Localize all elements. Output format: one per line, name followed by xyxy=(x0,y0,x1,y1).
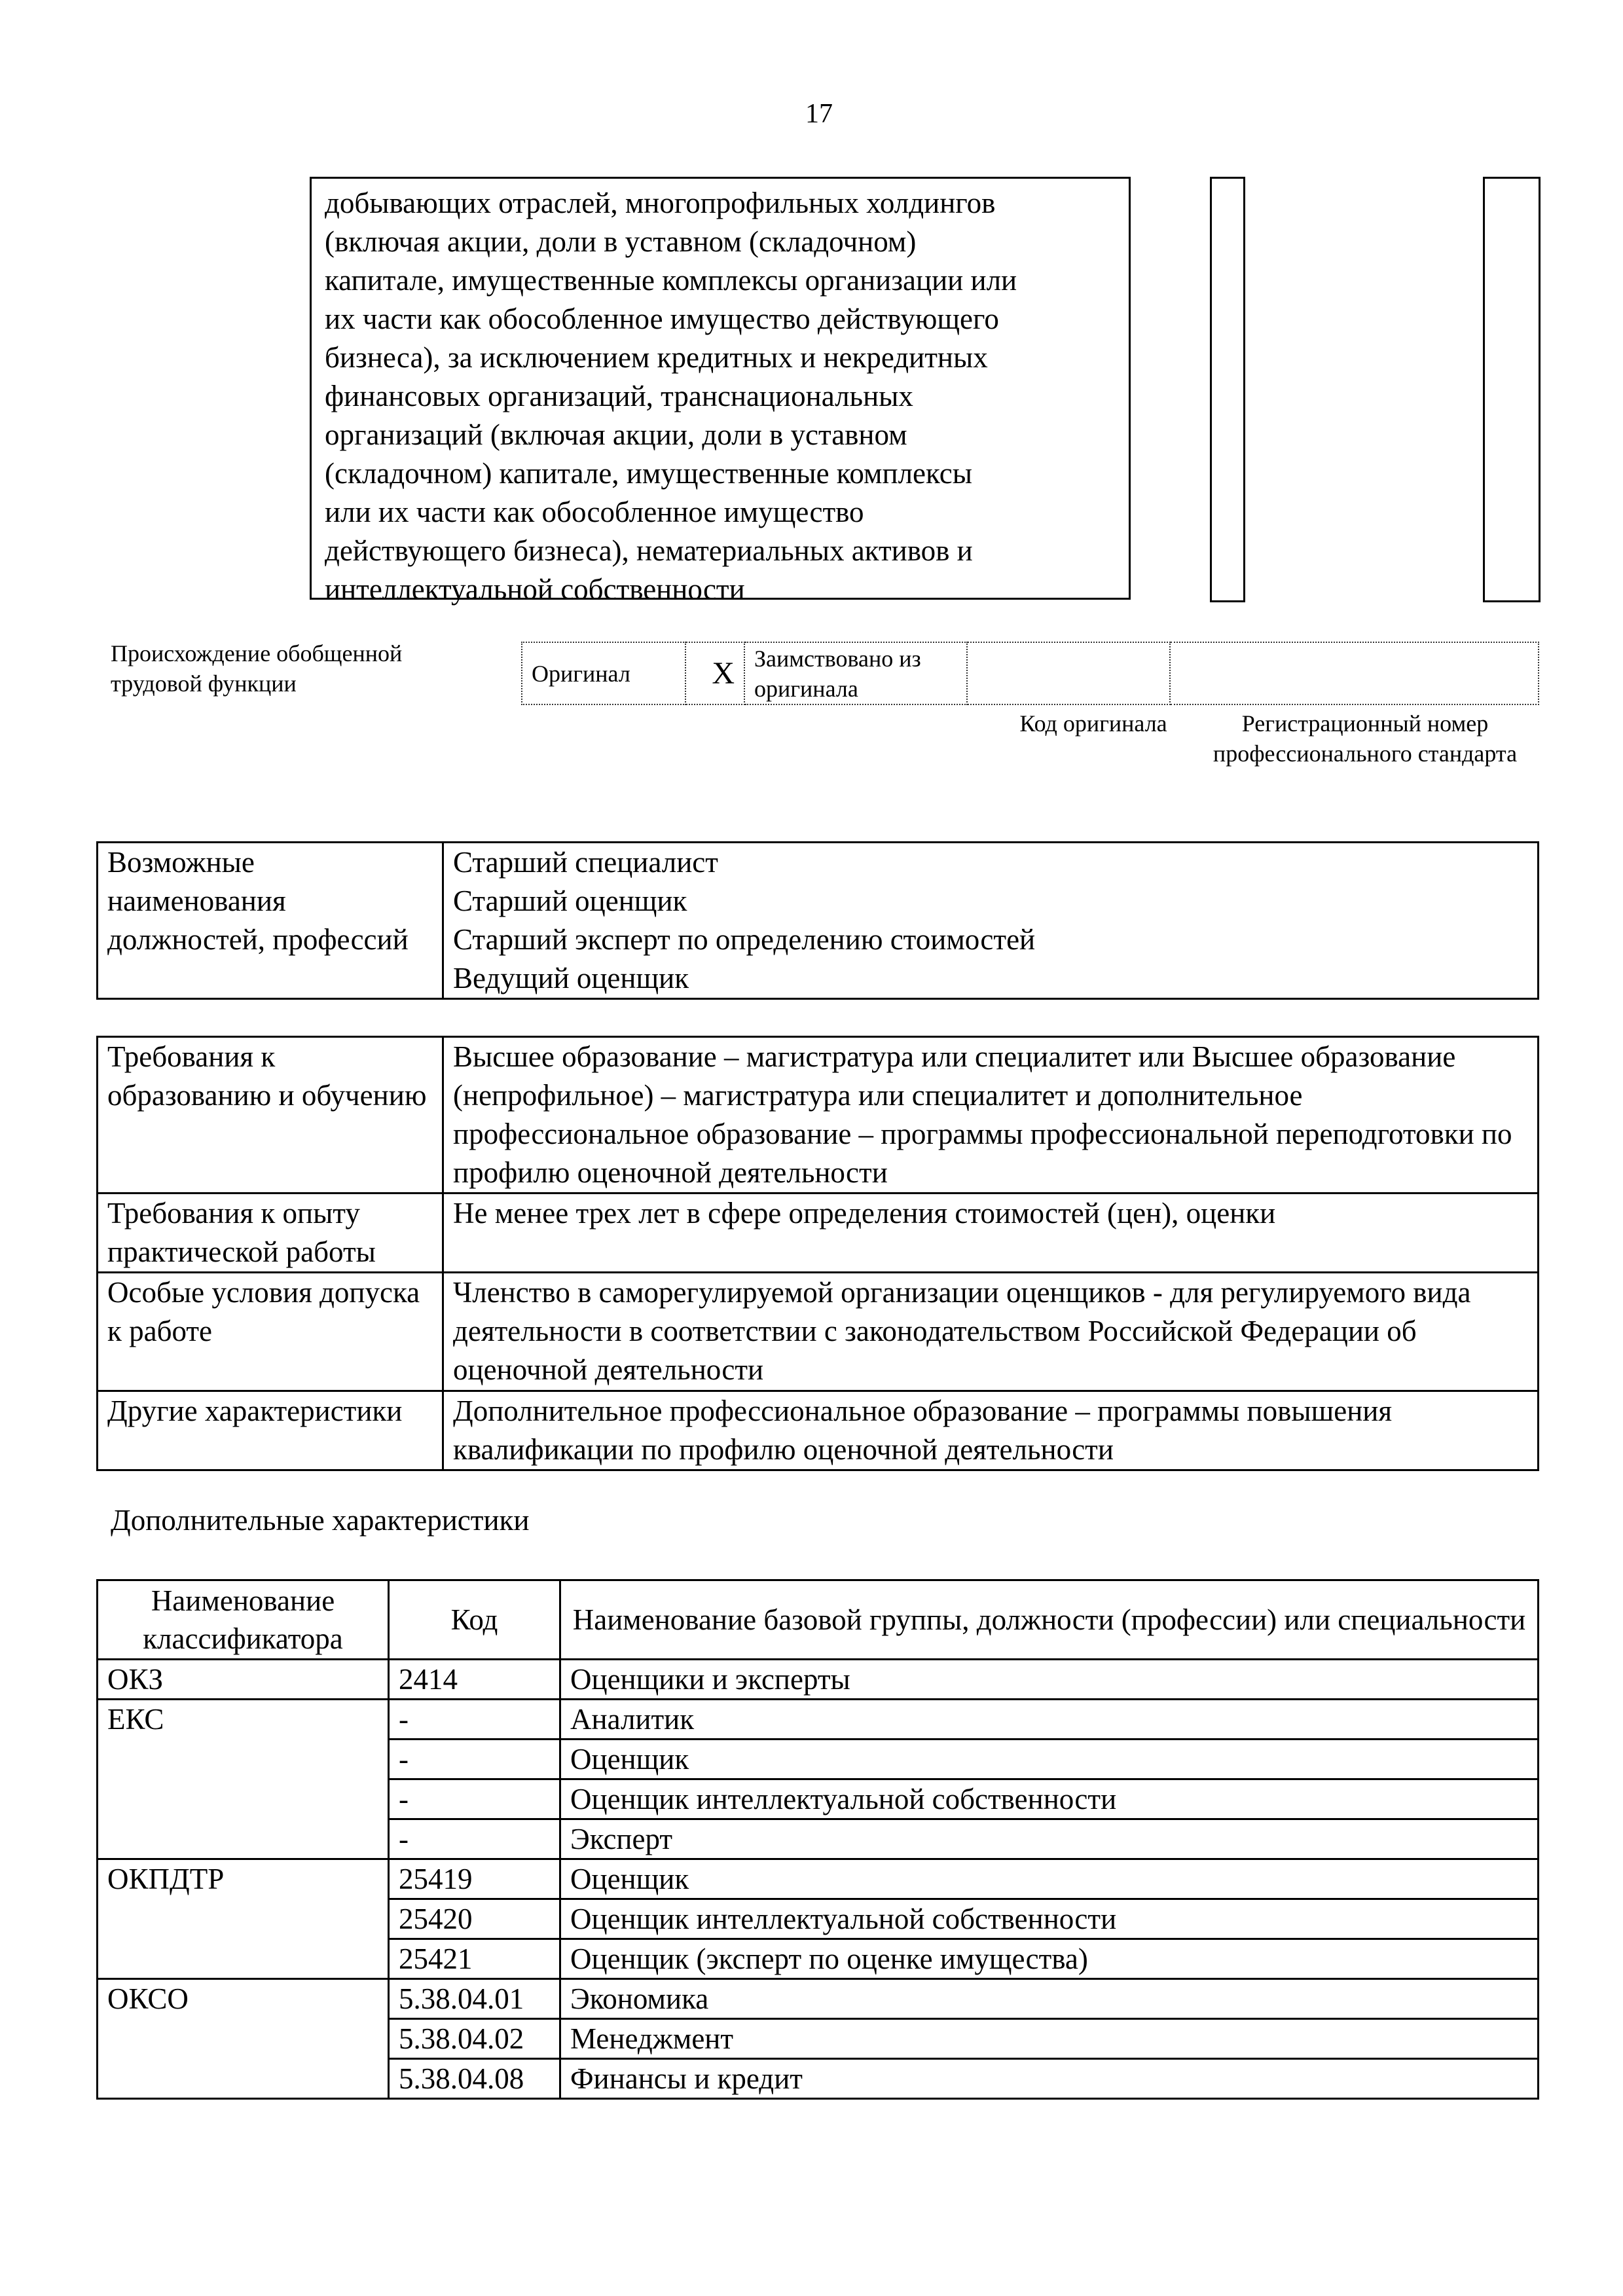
req-value: Членство в саморегулируемой организации оценщиков - для регулируемого вида деятельности в соответствии с законодательством Российской Федерации об оценочной деятельности xyxy=(443,1273,1539,1391)
code-cell: - xyxy=(389,1819,560,1859)
description-line: или их части как обособленное имущество xyxy=(325,496,864,528)
position-item: Старший специалист xyxy=(453,846,718,879)
position-item: Старший эксперт по определению стоимостей xyxy=(453,923,1036,956)
req-label: Особые условия допуска к работе xyxy=(98,1273,443,1391)
header-code: Код xyxy=(389,1580,560,1660)
req-value: Высшее образование – магистратура или специалитет или Высшее образование (непрофильное) – магистратура или специалитет и дополнительное профессиональное образование – программы профессиональной переподготовки по профилю оценочной деятельности xyxy=(443,1037,1539,1194)
code-cell: 5.38.04.08 xyxy=(389,2059,560,2099)
origin-table xyxy=(521,642,1539,705)
name-cell: Оценщик интеллектуальной собственности xyxy=(560,1899,1539,1939)
code-cell: 25421 xyxy=(389,1939,560,1979)
req-value: Дополнительное профессиональное образование – программы повышения квалификации по профилю оценочной деятельности xyxy=(443,1391,1539,1470)
header-classifier: Наименование классификатора xyxy=(98,1580,389,1660)
code-cell: 25419 xyxy=(389,1859,560,1899)
page-number: 17 xyxy=(805,99,833,129)
origin-reg-caption: Регистрационный номер профессионального стандарта xyxy=(1213,710,1518,767)
additional-title: Дополнительные характеристики xyxy=(111,1504,530,1537)
table-row xyxy=(98,2019,1539,2059)
empty-code-box xyxy=(1210,177,1245,602)
description-line: добывающих отраслей, многопрофильных холдингов xyxy=(325,187,996,219)
classifiers-table xyxy=(96,1579,1539,2100)
function-description-box xyxy=(310,177,1131,606)
origin-code-cell xyxy=(967,642,1170,704)
description-line: их части как обособленное имущество действующего xyxy=(325,302,999,335)
table-row xyxy=(98,1859,1539,1899)
origin-borrowed-label: Заимствовано из оригинала xyxy=(744,642,967,704)
classifier-cell xyxy=(98,1939,389,1979)
description-line: финансовых организаций, транснациональных xyxy=(325,380,913,412)
name-cell: Менеджмент xyxy=(560,2019,1539,2059)
description-line: действующего бизнеса), нематериальных активов и xyxy=(325,534,973,567)
code-cell: 5.38.04.01 xyxy=(389,1979,560,2019)
classifier-cell: ОКСО xyxy=(98,1979,389,2019)
description-line: бизнеса), за исключением кредитных и некредитных xyxy=(325,341,988,374)
table-row xyxy=(98,1939,1539,1979)
req-label: Другие характеристики xyxy=(98,1391,443,1470)
name-cell: Аналитик xyxy=(560,1700,1539,1740)
table-row xyxy=(98,1700,1539,1740)
empty-level-box xyxy=(1483,177,1541,602)
code-cell: 25420 xyxy=(389,1899,560,1939)
table-row xyxy=(98,1899,1539,1939)
classifier-cell xyxy=(98,1819,389,1859)
code-cell: - xyxy=(389,1700,560,1740)
classifier-cell xyxy=(98,2059,389,2099)
name-cell: Оценщик xyxy=(560,1859,1539,1899)
description-line: интеллектуальной собственности xyxy=(325,573,745,606)
origin-reg-number-cell xyxy=(1170,642,1539,704)
name-cell: Оценщик xyxy=(560,1740,1539,1779)
requirements-table xyxy=(96,1036,1539,1471)
table-row xyxy=(98,1979,1539,2019)
req-label: Требования к опыту практической работы xyxy=(98,1194,443,1273)
description-line: (включая акции, доли в уставном (складочном) xyxy=(325,225,917,258)
table-row xyxy=(98,2059,1539,2099)
req-label: Требования к образованию и обучению xyxy=(98,1037,443,1194)
positions-table xyxy=(96,841,1539,1000)
description-line: капитале, имущественные комплексы организации или xyxy=(325,264,1017,297)
classifier-cell xyxy=(98,1779,389,1819)
code-cell: 2414 xyxy=(389,1660,560,1700)
origin-label: Происхождение обобщенной трудовой функции xyxy=(111,640,403,697)
classifier-cell xyxy=(98,2019,389,2059)
positions-label: Возможные наименования должностей, профессий xyxy=(98,843,443,999)
name-cell: Оценщик (эксперт по оценке имущества) xyxy=(560,1939,1539,1979)
name-cell: Экономика xyxy=(560,1979,1539,2019)
classifier-cell xyxy=(98,1740,389,1779)
description-line: (складочном) капитале, имущественные комплексы xyxy=(325,457,972,490)
position-item: Ведущий оценщик xyxy=(453,962,689,994)
positions-list xyxy=(443,843,1539,999)
name-cell: Оценщики и эксперты xyxy=(560,1660,1539,1700)
table-row xyxy=(98,1819,1539,1859)
name-cell: Эксперт xyxy=(560,1819,1539,1859)
table-row xyxy=(98,1779,1539,1819)
classifier-cell: ОКЗ xyxy=(98,1660,389,1700)
origin-original-mark: X xyxy=(685,642,744,704)
code-cell: - xyxy=(389,1779,560,1819)
name-cell: Оценщик интеллектуальной собственности xyxy=(560,1779,1539,1819)
code-cell: - xyxy=(389,1740,560,1779)
origin-original-label: Оригинал xyxy=(522,642,685,704)
classifier-cell xyxy=(98,1899,389,1939)
classifier-cell: ОКПДТР xyxy=(98,1859,389,1899)
code-cell: 5.38.04.02 xyxy=(389,2019,560,2059)
name-cell: Финансы и кредит xyxy=(560,2059,1539,2099)
table-row xyxy=(98,1660,1539,1700)
classifier-cell: ЕКС xyxy=(98,1700,389,1740)
table-row xyxy=(98,1740,1539,1779)
origin-code-caption: Код оригинала xyxy=(1019,710,1167,737)
description-line: организаций (включая акции, доли в уставном xyxy=(325,418,907,451)
position-item: Старший оценщик xyxy=(453,884,687,917)
req-value: Не менее трех лет в сфере определения стоимостей (цен), оценки xyxy=(443,1194,1539,1273)
header-name: Наименование базовой группы, должности (профессии) или специальности xyxy=(560,1580,1539,1660)
